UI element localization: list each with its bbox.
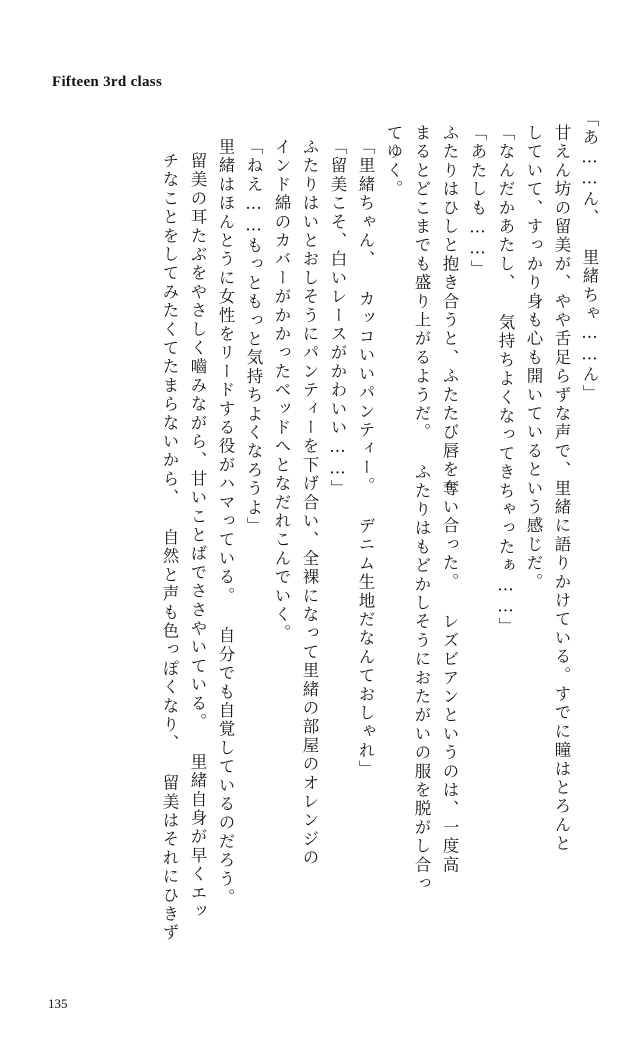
text-column: 「里緒ちゃん、 カッコいいパンティー。 デニム生地だなんておしゃれ」: [356, 138, 375, 779]
text-column: 甘えん坊の留美が、やや舌足らずな声で、里緒に語りかけている。すでに瞳はとろんと: [552, 124, 571, 854]
text-column: 留美の耳たぶをやさしく嚙みながら、甘いことばでささやいている。 里緒自身が早くエッ: [188, 152, 207, 922]
text-column: 「あたしも……」: [468, 124, 487, 279]
text-column: ふたりはひしと抱き合うと、ふたたび唇を奪い合った。 レズビアンというのは、一度高: [440, 124, 459, 875]
text-column: していて、すっかり身も心も開いているという感じだ。: [524, 124, 543, 592]
text-column: 「なんだかあたし、 気持ちよくなってきちゃったぁ……」: [496, 124, 515, 637]
text-column: てゆく。: [384, 124, 403, 199]
text-column: 「留美こそ、白いレースがかわいい……」: [328, 138, 347, 499]
running-head: Fifteen 3rd class: [52, 74, 163, 90]
text-column: インド綿のカバーがかかったベッドへとなだれこんでいく。: [272, 138, 291, 643]
text-column: 「あ……ん、 里緒ちゃ……ん」: [580, 110, 599, 403]
page-number: 135: [48, 996, 68, 1011]
vertical-text-block: [92, 110, 597, 980]
text-column: 里緒はほんとうに女性をリードする役がハマっている。 自分でも自覚しているのだろう。: [216, 138, 235, 908]
text-column: チなことをしてみたくてたまらないから、 自然と声も色っぽくなり、 留美はそれにひきず: [160, 152, 179, 943]
text-column: ふたりはいとおしそうにパンティーを下げ合い、全裸になって里緒の部屋のオレンジの: [300, 138, 319, 868]
text-column: 「ねえ……もっともっと気持ちよくなろうよ」: [244, 138, 263, 536]
text-column: まるとどこまでも盛り上がるようだ。 ふたりはもどかしそうにおたがいの服を脱がし合っ: [412, 124, 431, 894]
